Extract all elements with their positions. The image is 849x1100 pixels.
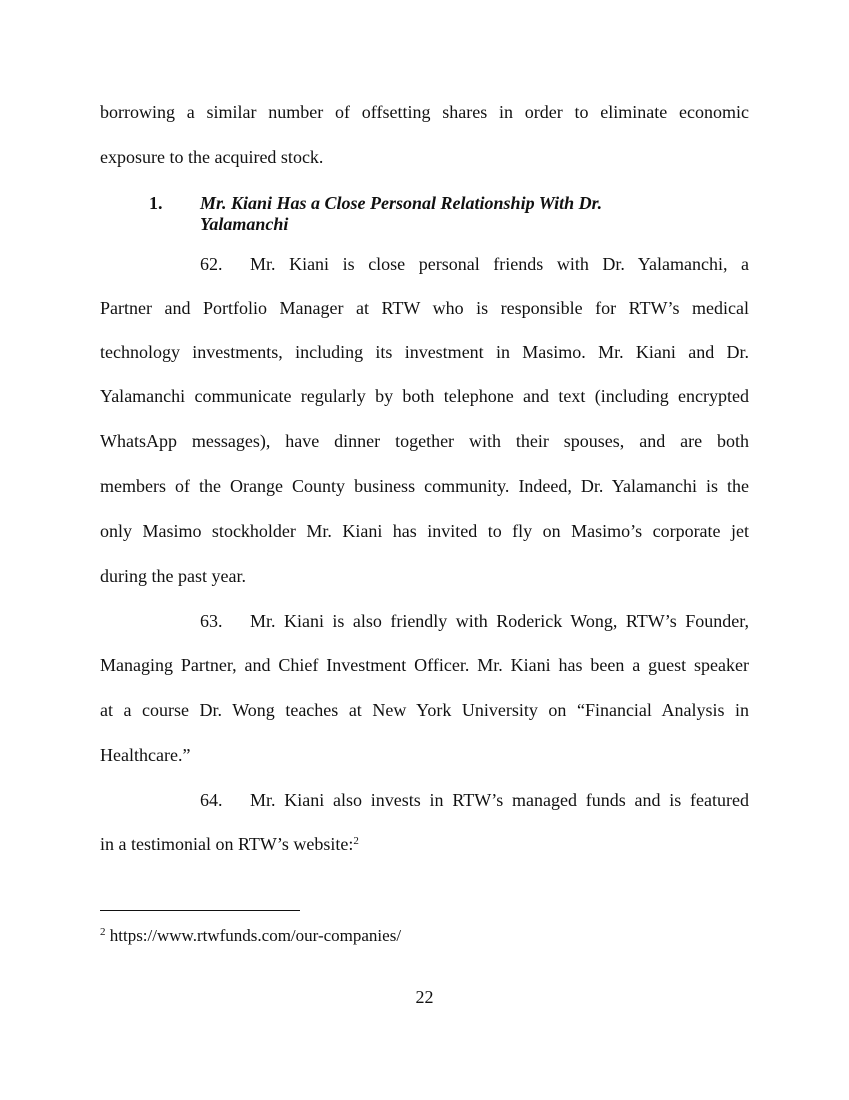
paragraph-62-first-line: Mr. Kiani is close personal friends with Dr. Yalamanchi, a <box>250 254 749 274</box>
paragraph-64-first-line: Mr. Kiani also invests in RTW’s managed funds and is featured <box>250 790 749 810</box>
paragraph-number-62: 62. <box>200 254 223 274</box>
body-line: Yalamanchi communicate regularly by both telephone and text (including encrypted <box>100 386 749 406</box>
footnote-separator <box>100 910 300 911</box>
body-text: in a testimonial on RTW’s website: <box>100 834 354 854</box>
body-line: technology investments, including its investment in Masimo. Mr. Kiani and Dr. <box>100 342 749 362</box>
paragraph-63-first-line: Mr. Kiani is also friendly with Roderick Wong, RTW’s Founder, <box>250 611 749 631</box>
footnote-reference[interactable]: 2 <box>353 835 359 847</box>
section-heading-line-1: Mr. Kiani Has a Close Personal Relationship With Dr. <box>200 193 603 213</box>
body-line: Healthcare.” <box>100 745 191 765</box>
footnote-marker: 2 <box>100 926 106 938</box>
body-line: Partner and Portfolio Manager at RTW who is responsible for RTW’s medical <box>100 298 749 318</box>
body-line: exposure to the acquired stock. <box>100 147 324 167</box>
body-line: only Masimo stockholder Mr. Kiani has invited to fly on Masimo’s corporate jet <box>100 521 749 541</box>
body-line-with-footnote-ref <box>100 833 749 855</box>
body-line: WhatsApp messages), have dinner together with their spouses, and are both <box>100 431 749 451</box>
section-heading-line-2: Yalamanchi <box>200 214 289 234</box>
page-number: 22 <box>415 987 434 1007</box>
footnote <box>100 926 401 946</box>
body-line: at a course Dr. Wong teaches at New York University on “Financial Analysis in <box>100 700 749 720</box>
section-heading-number: 1. <box>149 193 163 213</box>
footnote-link[interactable]: https://www.rtwfunds.com/our-companies/ <box>109 926 402 945</box>
body-line: Managing Partner, and Chief Investment Officer. Mr. Kiani has been a guest speaker <box>100 655 749 675</box>
paragraph-number-64: 64. <box>200 790 223 810</box>
body-line: borrowing a similar number of offsetting shares in order to eliminate economic <box>100 102 749 122</box>
body-line: members of the Orange County business community. Indeed, Dr. Yalamanchi is the <box>100 476 749 496</box>
body-line: during the past year. <box>100 566 246 586</box>
paragraph-number-63: 63. <box>200 611 223 631</box>
